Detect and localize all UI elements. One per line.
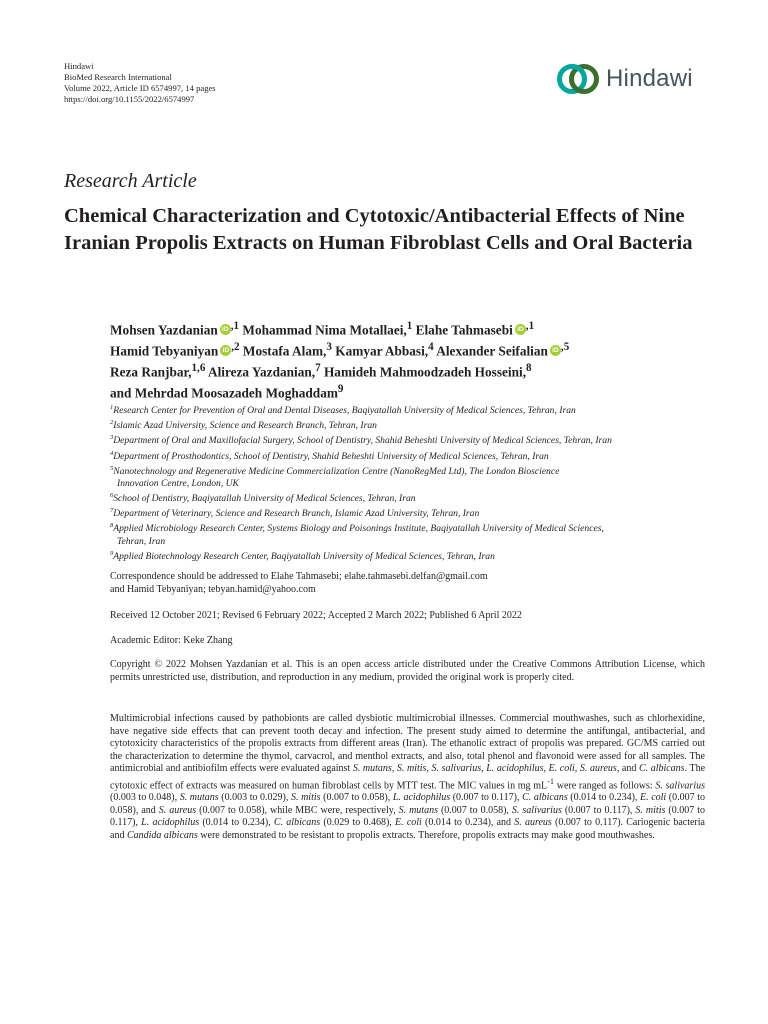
affiliation-item-continued: Innovation Centre, London, UK [117,477,239,489]
affiliation-item: $^8$Applied Microbiology Research Center, Systems Biology and Poisonings Institute, Baqiyatallah University of Medical Sciences, [110,522,604,535]
article-meta [64,61,216,105]
affiliation-item-continued: Tehran, Iran [117,535,166,547]
author-name[interactable]: Kamyar Abbasi, [331,343,429,359]
author-name[interactable]: and Mehrdad Moosazadeh Moghaddam [110,385,338,401]
author-affiliation-ref: ,1 [230,320,240,332]
doi-link[interactable]: https://doi.org/10.1155/2022/6574997 [64,94,195,104]
author-name[interactable]: Hamideh Mahmoodzadeh Hosseini, [320,364,527,380]
author-name[interactable]: Mohsen Yazdanian [110,322,218,338]
correspondence [110,571,705,596]
affiliation-list [110,402,720,563]
affiliation-item: $^3$Department of Oral and Maxillofacial Surgery, School of Dentistry, Shahid Beheshti University of Medical Sciences, Tehran, Iran [110,434,612,447]
abstract: Multimicrobial infections caused by pathobionts are called dysbiotic multimicrobial illnesses. Commercial mouthwashes, such as chlorhexidine, have negative side effects that can prevent tooth decay and infection. The present study aimed to determine the antifungal, antibacterial, and cytotoxicity characteristics of the propolis extracts from different areas (Iran). The ethanolic extract of propolis was prepared. GC/MS carried out the characterization to determine the thymol, carvacrol, and menthol extracts, and also, total phenol and flavonoid were assed for all samples. The antimicrobial and antibiofilm effects were evaluated against S. mutans, S. mitis, S. salivarius, L. acidophilus, E. coli, S. aureus, and C. albicans. The cytotoxic effect of extracts was measured on human fibroblast cells by MTT test. The MIC values in mg $mL^{-1}$ were ranged as follows: S. salivarius (0.003 to 0.048), S. mutans (0.003 to 0.029), S. mitis (0.007 to 0.058), L. acidophilus (0.007 to 0.117), C. albicans (0.014 to 0.234), E. coli (0.007 to 0.058), and S. aureus (0.007 to 0.058), while MBC were, respectively, S. mutans (0.007 to 0.058), S. salivarius (0.007 to 0.117), S. mitis (0.007 to 0.117), L. acidophilus (0.014 to 0.234), C. albicans (0.029 to 0.468), E. coli (0.014 to 0.234), and S. aureus (0.007 to 0.117). Cariogenic bacteria and Candida albicans were demonstrated to be resistant to propolis extracts. Therefore, propolis extracts may make good mouthwashes. [110,713,706,841]
author-name[interactable]: Alexander Seifalian [433,343,548,359]
affiliation-item: $^6$School of Dentistry, Baqiyatallah University of Medical Sciences, Tehran, Iran [110,491,416,505]
author-affiliation-ref: 1 [406,320,413,332]
author-affiliation-ref: 4 [428,340,434,353]
author-name[interactable]: Mohammad Nima Motallaei, [239,322,407,338]
author-name[interactable]: Elahe Tahmasebi [412,322,513,338]
hindawi-logo-icon [556,62,600,96]
journal-name: BioMed Research International [64,72,172,82]
author-list [110,318,730,402]
copyright-notice: Copyright © 2022 Mohsen Yazdanian et al. This is an open access article distributed under the Creative Commons Attribution License, which permits unrestricted use, distribution, and reproduction in any medium, provided the original work is properly cited. [110,659,705,683]
article-type: Research Article [64,170,197,192]
author-affiliation-ref: 1,6 [191,361,206,374]
author-affiliation-ref: ,2 [231,340,240,353]
hindawi-logo [556,62,693,96]
author-affiliation-ref: 9 [337,382,344,395]
author-name[interactable]: Reza Ranjbar, [110,364,192,380]
author-affiliation-ref: ,1 [525,320,535,332]
author-affiliation-ref: 8 [526,361,532,374]
affiliation-item: $^7$Department of Veterinary, Science and Research Branch, Islamic Azad University, Tehran, Iran [110,507,480,520]
orcid-icon[interactable] [220,324,231,335]
volume-info: Volume 2022, Article ID 6574997, 14 pages [64,83,216,93]
orcid-icon[interactable] [220,345,231,356]
author-affiliation-ref: 7 [315,361,321,374]
affiliation-item: $^2$Islamic Azad University, Science and Research Branch, Tehran, Iran [110,419,377,432]
orcid-icon[interactable] [550,345,561,356]
author-affiliation-ref: 3 [326,340,332,353]
publisher-name: Hindawi [64,61,94,71]
correspondence-line: Correspondence should be addressed to Elahe Tahmasebi; elahe.tahmasebi.delfan@gmail.com [110,571,488,582]
orcid-icon[interactable] [515,324,526,335]
author-affiliation-ref: ,5 [560,340,570,353]
author-name[interactable]: Hamid Tebyaniyan [110,343,219,359]
affiliation-item: $^5$Nanotechnology and Regenerative Medicine Commercialization Centre (NanoRegMed Ltd), The London Bioscience [110,464,560,477]
author-name[interactable]: Mostafa Alam, [239,343,327,359]
correspondence-line: and Hamid Tebyaniyan; tebyan.hamid@yahoo.com [110,583,316,595]
affiliation-item: $^4$Department of Prosthodontics, School of Dentistry, Shahid Beheshti University of Medical Sciences, Tehran, Iran [110,449,549,462]
article-title: Chemical Characterization and Cytotoxic/Antibacterial Effects of Nine Iranian Propolis Extracts on Human Fibroblast Cells and Oral Bacteria [64,205,693,254]
affiliation-item: $^9$Applied Biotechnology Research Center, Baqiyatallah University of Medical Sciences, Tehran, Iran [110,549,495,562]
publication-dates: Received 12 October 2021; Revised 6 February 2022; Accepted 2 March 2022; Published 6 April 2022 [110,610,522,621]
hindawi-logo-text: Hindawi [606,65,693,92]
academic-editor: Academic Editor: Keke Zhang [110,635,233,646]
author-name[interactable]: Alireza Yazdanian, [205,364,316,380]
affiliation-item: $^1$Research Center for Prevention of Oral and Dental Diseases, Baqiyatallah University of Medical Sciences, Tehran, Iran [110,404,576,417]
